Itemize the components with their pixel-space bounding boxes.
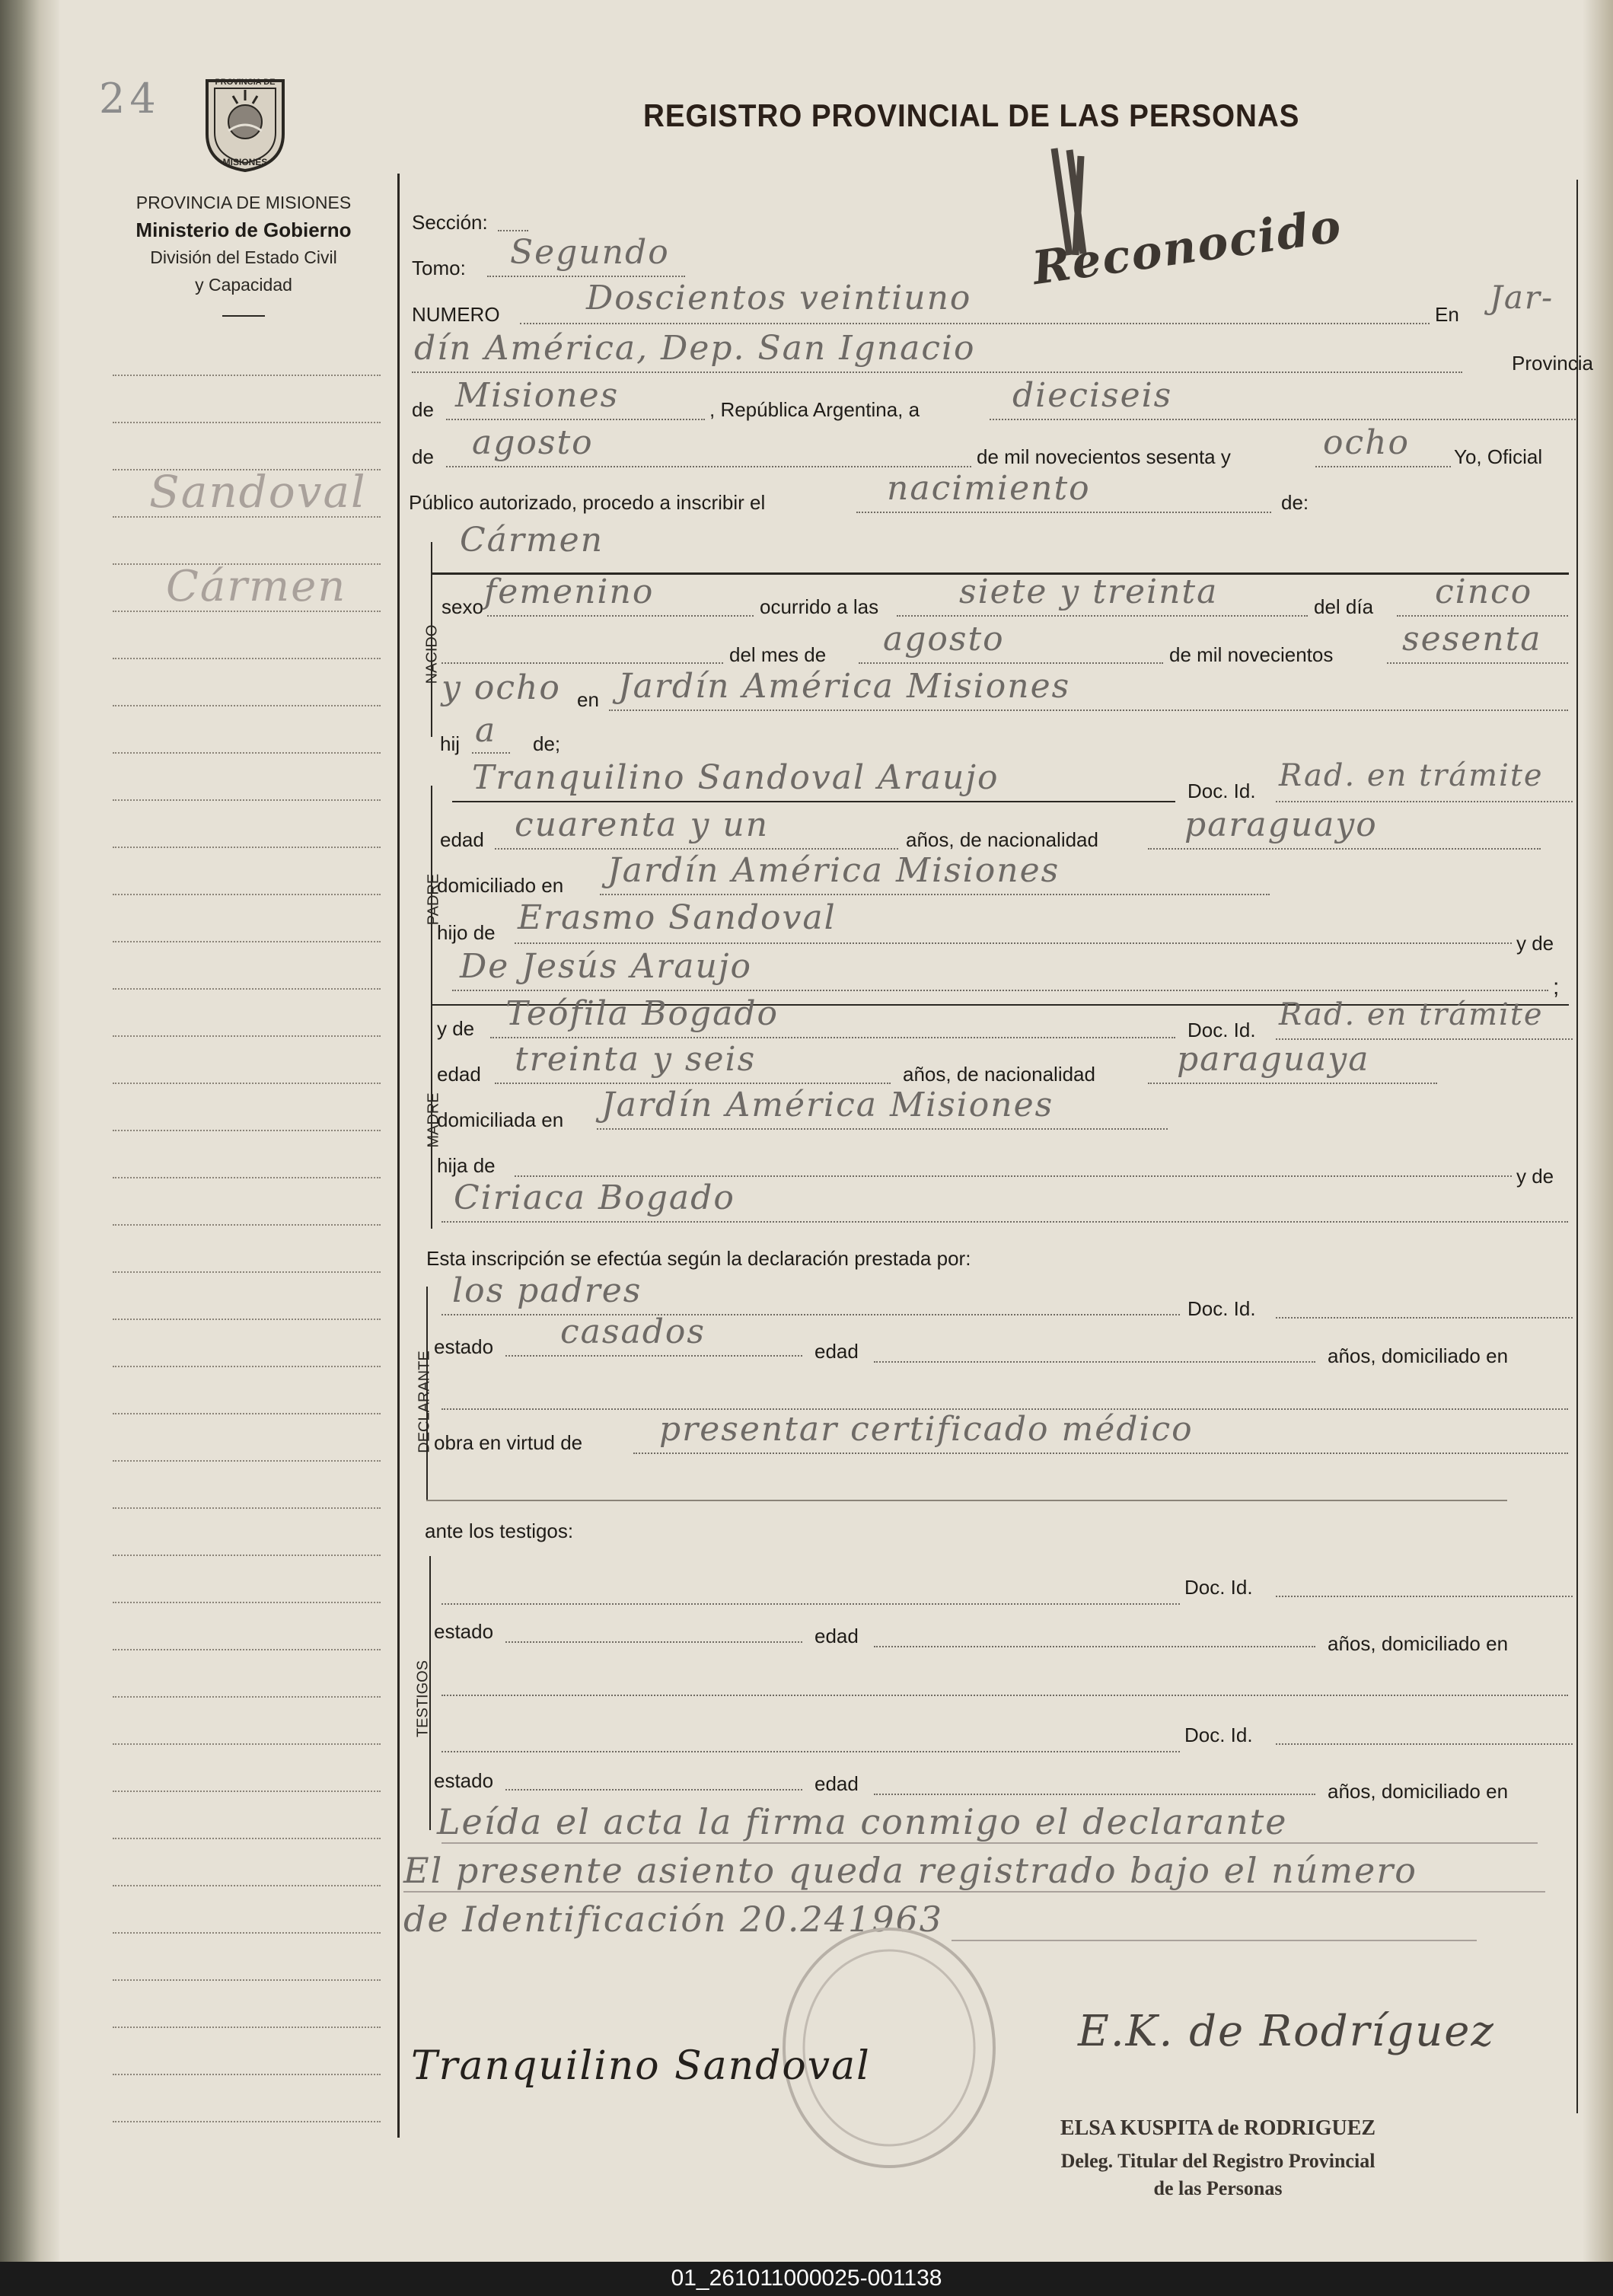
province-value: Misiones: [455, 376, 620, 415]
margin-ruled-line: [113, 894, 381, 895]
reconocido-overwrite: Reconocido: [1029, 199, 1346, 296]
declarante-obra-line: [633, 1453, 1568, 1454]
testigo2-anos-label: años, domiciliado en: [1328, 1780, 1509, 1803]
testigo2-edad-line: [874, 1794, 1315, 1795]
padre-edad-value: cuarenta y un: [515, 805, 770, 844]
testigo2-edad-label: edad: [814, 1772, 859, 1795]
tomo-label: Tomo:: [412, 257, 466, 279]
seccion-line: [498, 230, 528, 231]
official-name: ELSA KUSPITA de RODRIGUEZ: [1060, 2116, 1376, 2140]
padre-madre-line: [452, 990, 1548, 991]
padre-doc-line: [1276, 801, 1573, 802]
padre-hijo-line: [515, 942, 1512, 944]
testigo1-edad-line: [874, 1646, 1315, 1647]
anio-value-b: y ocho: [442, 668, 561, 707]
overwrite-stroke-icon: [1039, 141, 1123, 263]
madre-nac-line: [1148, 1083, 1437, 1084]
letterhead-division: División del Estado Civil: [150, 247, 337, 267]
padre-edad-label: edad: [440, 828, 484, 851]
hij-de-label: de;: [533, 732, 561, 755]
declarante-estado-label: estado: [434, 1335, 494, 1358]
madre-yde-label: y de: [437, 1017, 475, 1040]
margin-ruled-line: [113, 1791, 381, 1792]
madre-edad-line: [495, 1083, 891, 1084]
padre-nac-line: [1148, 848, 1541, 850]
margin-ruled-line: [113, 1743, 381, 1745]
madre-nac-label: años, de nacionalidad: [903, 1063, 1095, 1086]
mil-nov-label: de mil novecientos: [1169, 643, 1334, 666]
official-signature: E.K. de Rodríguez: [1078, 2007, 1495, 2056]
province-line: [446, 419, 705, 420]
testigo1-doc-label: Doc. Id.: [1184, 1576, 1253, 1599]
form-right-border: [1576, 180, 1578, 2113]
madre-doc-label: Doc. Id.: [1187, 1019, 1256, 1041]
year-line: [1315, 466, 1451, 467]
sexo-line: [487, 615, 754, 617]
sexo-label: sexo: [442, 595, 483, 618]
book-binding: [0, 0, 59, 2262]
padre-name-value: Tranquilino Sandoval Araujo: [472, 758, 999, 797]
testigo2-doc-label: Doc. Id.: [1184, 1724, 1253, 1746]
sexo-value: femenino: [484, 572, 655, 611]
letterhead-capacity: y Capacidad: [195, 275, 292, 295]
acto-line: [856, 512, 1271, 513]
testigo1-doc-line: [1276, 1596, 1573, 1597]
tomo-value: Segundo: [510, 233, 670, 272]
hij-label: hij: [440, 732, 461, 755]
month-value: agosto: [472, 423, 594, 462]
declarante-obra-value: presentar certificado médico: [659, 1410, 1194, 1449]
margin-ruled-line: [113, 941, 381, 942]
declarante-obra-label: obra en virtud de: [434, 1431, 583, 1454]
publico-label: Público autorizado, procedo a inscribir el: [409, 491, 766, 514]
margin-ruled-line: [113, 1885, 381, 1886]
nacido-name-value: Cármen: [460, 521, 604, 560]
en-label: En: [1435, 303, 1459, 326]
margin-ruled-line: [113, 2121, 381, 2122]
emblem-text-bottom: MISIONES: [222, 157, 268, 167]
note-line-3-rule: [952, 1940, 1477, 1941]
margin-ruled-line: [113, 1838, 381, 1839]
margin-surname: Sandoval: [149, 466, 367, 518]
note-line-1-rule: [442, 1842, 1538, 1844]
mes-pre-line: [442, 662, 723, 664]
provincia-label: Provincia: [1512, 352, 1593, 375]
official-role: Deleg. Titular del Registro Provincial: [1060, 2150, 1376, 2172]
mes-label: del mes de: [729, 643, 827, 666]
madre-dom-value: Jardín América Misiones: [601, 1086, 1054, 1124]
declarante-edad-label: edad: [814, 1340, 859, 1363]
margin-given-name: Cármen: [166, 562, 347, 611]
padre-hijo-label: hijo de: [437, 921, 496, 944]
month-line: [446, 466, 971, 467]
padre-semicolon: ;: [1553, 974, 1560, 1000]
hij-value: a: [475, 711, 497, 750]
margin-ruled-line: [113, 1413, 381, 1414]
film-strip-id: 01_261011000025-001138: [671, 2266, 942, 2291]
padre-dom-line: [600, 894, 1270, 895]
place-line: [412, 372, 1462, 373]
margin-ruled-line: [113, 1460, 381, 1462]
testigo1-anos-label: años, domiciliado en: [1328, 1632, 1509, 1655]
margin-ruled-line: [113, 1696, 381, 1698]
madre-yde2-label: y de: [1516, 1165, 1554, 1188]
padre-section-label: PADRE: [425, 873, 442, 926]
page-edge-shadow: [1583, 0, 1613, 2262]
margin-ruled-line: [113, 1035, 381, 1037]
ocurrido-label: ocurrido a las: [760, 595, 879, 618]
place-value-a: Jar-: [1490, 279, 1554, 316]
dia-value: cinco: [1435, 572, 1533, 611]
acto-value: nacimiento: [887, 469, 1091, 508]
tomo-line: [487, 276, 685, 277]
letterhead-rule: [222, 315, 265, 317]
de-label: de: [412, 398, 434, 421]
form-left-border: [397, 174, 400, 2138]
padre-doc-value: Rad. en trámite: [1279, 758, 1544, 793]
mes-line: [859, 662, 1163, 664]
margin-ruled-line: [113, 752, 381, 754]
declarante-estado-value: casados: [560, 1312, 706, 1351]
testigo2-estado-line: [505, 1789, 802, 1791]
margin-ruled-line: [113, 375, 381, 376]
margin-ruled-line: [113, 1177, 381, 1178]
declarante-doc-label: Doc. Id.: [1187, 1297, 1256, 1320]
madre-edad-value: treinta y seis: [515, 1040, 757, 1079]
margin-ruled-line: [113, 1319, 381, 1320]
testigo2-doc-line: [1276, 1743, 1573, 1745]
note-line-2: El presente asiento queda registrado bajo el número: [403, 1850, 1417, 1891]
republica-label: , República Argentina, a: [709, 398, 920, 421]
yo-oficial-label: Yo, Oficial: [1454, 445, 1543, 468]
lugar-line: [609, 710, 1568, 711]
hij-line: [472, 752, 510, 754]
madre-name-value: Teófila Bogado: [505, 994, 779, 1033]
margin-ruled-line: [113, 988, 381, 990]
declarante-estado-line: [505, 1355, 802, 1357]
madre-section-label: MADRE: [425, 1092, 442, 1148]
place-value-b: dín América, Dep. San Ignacio: [414, 329, 976, 368]
hora-value: siete y treinta: [959, 572, 1219, 611]
dia-label: del día: [1314, 595, 1374, 618]
margin-ruled-line: [113, 1932, 381, 1934]
testigos-intro: ante los testigos:: [425, 1520, 574, 1542]
margin-ruled-line: [113, 1602, 381, 1603]
nacido-section-label: NACIDO: [423, 624, 441, 684]
margin-ruled-line: [113, 1271, 381, 1273]
de2-label: de: [412, 445, 434, 468]
margin-ruled-line: [113, 2027, 381, 2028]
padre-dom-label: domiciliado en: [437, 874, 564, 897]
declarante-doc-line: [1276, 1317, 1573, 1319]
margin-ruled-line: [113, 1224, 381, 1226]
lugar-en-label: en: [577, 688, 599, 711]
hora-line: [897, 615, 1308, 617]
madre-hija-line: [515, 1175, 1512, 1177]
de3-label: de:: [1281, 491, 1309, 514]
testigo2-name-line: [442, 1751, 1180, 1752]
page-number: 24: [99, 75, 161, 123]
padre-nac-label: años, de nacionalidad: [906, 828, 1098, 851]
margin-ruled-line: [113, 1649, 381, 1650]
padre-name-line: [452, 801, 1175, 802]
testigo1-dom-line: [442, 1695, 1568, 1696]
declarante-name-line: [442, 1314, 1180, 1315]
margin-ruled-line: [113, 1366, 381, 1367]
year-value: ocho: [1323, 423, 1410, 462]
testigo1-estado-label: estado: [434, 1620, 494, 1643]
margin-ruled-line: [113, 1130, 381, 1131]
padre-madre-value: De Jesús Araujo: [460, 947, 752, 986]
margin-ruled-line: [113, 1083, 381, 1084]
seccion-label: Sección:: [412, 211, 488, 234]
declarante-edad-line: [874, 1361, 1315, 1363]
testigo1-edad-label: edad: [814, 1625, 859, 1647]
declarant-signature: Tranquilino Sandoval: [411, 2043, 871, 2089]
declarante-section-label: DECLARANTE: [416, 1350, 433, 1453]
declarante-name-value: los padres: [452, 1271, 642, 1310]
lugar-value: Jardín América Misiones: [618, 667, 1071, 706]
testigo2-estado-label: estado: [434, 1769, 494, 1792]
mes-value: agosto: [883, 620, 1005, 659]
padre-yde-label: y de: [1516, 932, 1554, 955]
numero-line: [520, 323, 1430, 324]
margin-ruled-line: [113, 1507, 381, 1509]
note-line-1: Leída el acta la firma conmigo el declarante: [437, 1801, 1288, 1842]
madre-name-line: [490, 1037, 1175, 1038]
testigo1-name-line: [442, 1603, 1180, 1605]
madre-dom-label: domiciliada en: [437, 1108, 564, 1131]
margin-ruled-line: [113, 2074, 381, 2075]
note-line-3: de Identificación 20.241963: [403, 1899, 944, 1940]
dia-line: [1397, 615, 1568, 617]
letterhead-ministry: Ministerio de Gobierno: [135, 218, 352, 241]
mil-label: de mil novecientos sesenta y: [977, 445, 1231, 468]
numero-value: Doscientos veintiuno: [586, 279, 972, 317]
madre-nac-value: paraguaya: [1177, 1040, 1370, 1079]
numero-label: NUMERO: [412, 303, 500, 326]
madre-edad-label: edad: [437, 1063, 481, 1086]
declarante-bottom-line: [426, 1500, 1507, 1501]
madre-madre-value: Ciriaca Bogado: [454, 1178, 735, 1217]
letterhead-province: PROVINCIA DE MISIONES: [135, 193, 352, 212]
margin-ruled-line: [113, 422, 381, 423]
declarante-intro: Esta inscripción se efectúa según la declaración prestada por:: [426, 1247, 971, 1270]
madre-dom-line: [597, 1128, 1168, 1130]
margin-ruled-line: [113, 1555, 381, 1556]
padre-hijo-value: Erasmo Sandoval: [518, 898, 837, 937]
madre-hija-label: hija de: [437, 1154, 496, 1177]
emblem-text-top: PROVINCIA DE: [215, 78, 276, 87]
declarante-anos-label: años, domiciliado en: [1328, 1344, 1509, 1367]
testigos-section-label: TESTIGOS: [414, 1660, 432, 1738]
madre-madre-line: [442, 1221, 1568, 1223]
official-role-2: de las Personas: [1153, 2177, 1283, 2199]
testigo1-estado-line: [505, 1641, 802, 1643]
padre-edad-line: [495, 848, 898, 850]
margin-ruled-line: [113, 705, 381, 706]
day-value: dieciseis: [1012, 376, 1173, 415]
note-line-2-rule: [403, 1891, 1545, 1893]
anio-line: [1387, 662, 1568, 664]
margin-ruled-line: [113, 847, 381, 848]
document-title: REGISTRO PROVINCIAL DE LAS PERSONAS: [643, 97, 1300, 133]
anio-value-a: sesenta: [1402, 620, 1542, 659]
margin-ruled-line: [113, 1979, 381, 1981]
margin-ruled-line: [113, 658, 381, 659]
margin-ruled-line: [113, 799, 381, 801]
day-line: [990, 419, 1576, 420]
padre-doc-label: Doc. Id.: [1187, 780, 1256, 802]
padre-dom-value: Jardín América Misiones: [607, 851, 1060, 890]
padre-nac-value: paraguayo: [1184, 805, 1378, 844]
madre-doc-value: Rad. en trámite: [1279, 997, 1544, 1032]
